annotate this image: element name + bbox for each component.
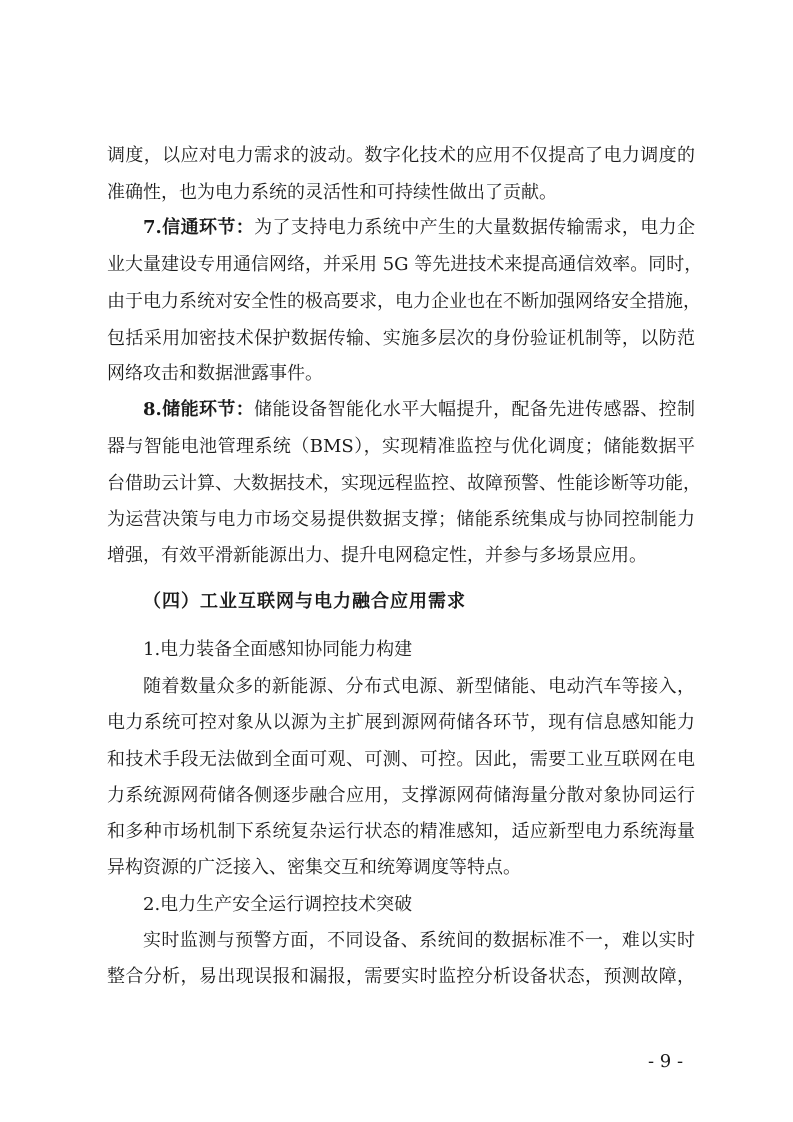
paragraph-line: 准确性，也为电力系统的灵活性和可持续性做出了贡献。 xyxy=(107,182,557,203)
paragraph-line: 网络攻击和数据泄露事件。 xyxy=(107,363,323,384)
page-number: - 9 - xyxy=(648,1051,684,1072)
paragraph-line: 实时监测与预警方面，不同设备、系统间的数据标准不一，难以实时 xyxy=(143,930,695,951)
paragraph-line: 和多种市场机制下系统复杂运行状态的精准感知，适应新型电力系统海量 xyxy=(107,821,695,842)
subsection-heading: 1.电力装备全面感知协同能力构建 xyxy=(143,639,413,660)
paragraph-line: 随着数量众多的新能源、分布式电源、新型储能、电动汽车等接入， xyxy=(143,676,695,697)
paragraph-line xyxy=(143,216,695,240)
paragraph-line: 整合分析，易出现误报和漏报，需要实时监控分析设备状态，预测故障， xyxy=(107,966,695,987)
paragraph-line: 调度，以应对电力需求的波动。数字化技术的应用不仅提高了电力调度的 xyxy=(107,145,695,166)
section-heading: （四）工业互联网与电力融合应用需求 xyxy=(143,591,466,612)
paragraph-line: 包括采用加密技术保护数据传输、实施多层次的身份验证机制等，以防范 xyxy=(107,328,695,349)
subsection-heading: 2.电力生产安全运行调控技术突破 xyxy=(143,894,413,915)
paragraph-line: 电力系统可控对象从以源为主扩展到源网荷储各环节，现有信息感知能力 xyxy=(107,712,695,733)
paragraph-text: 储能设备智能化水平大幅提升，配备先进传感器、控制 xyxy=(254,399,695,420)
paragraph-line: 增强，有效平滑新能源出力、提升电网稳定性，并参与多场景应用。 xyxy=(107,545,647,566)
paragraph-line: 为运营决策与电力市场交易提供数据支撑；储能系统集成与协同控制能力 xyxy=(107,509,695,530)
paragraph-line: 器与智能电池管理系统（BMS），实现精准监控与优化调度；储能数据平 xyxy=(107,436,695,457)
paragraph-line xyxy=(143,398,695,422)
paragraph-line: 力系统源网荷储各侧逐步融合应用，支撑源网荷储海量分散对象协同运行 xyxy=(107,785,695,806)
subsection-label: 8.储能环节： xyxy=(143,399,255,420)
paragraph-text: 为了支持电力系统中产生的大量数据传输需求，电力企 xyxy=(254,217,695,238)
paragraph-line: 异构资源的广泛接入、密集交互和统筹调度等特点。 xyxy=(107,857,521,878)
paragraph-line: 台借助云计算、大数据技术，实现远程监控、故障预警、性能诊断等功能， xyxy=(107,473,701,494)
subsection-label: 7.信通环节： xyxy=(143,217,255,238)
paragraph-line: 和技术手段无法做到全面可观、可测、可控。因此，需要工业互联网在电 xyxy=(107,749,695,770)
paragraph-line: 由于电力系统对安全性的极高要求，电力企业也在不断加强网络安全措施， xyxy=(107,291,701,312)
paragraph-line: 业大量建设专用通信网络，并采用 5G 等先进技术来提高通信效率。同时， xyxy=(107,254,703,275)
